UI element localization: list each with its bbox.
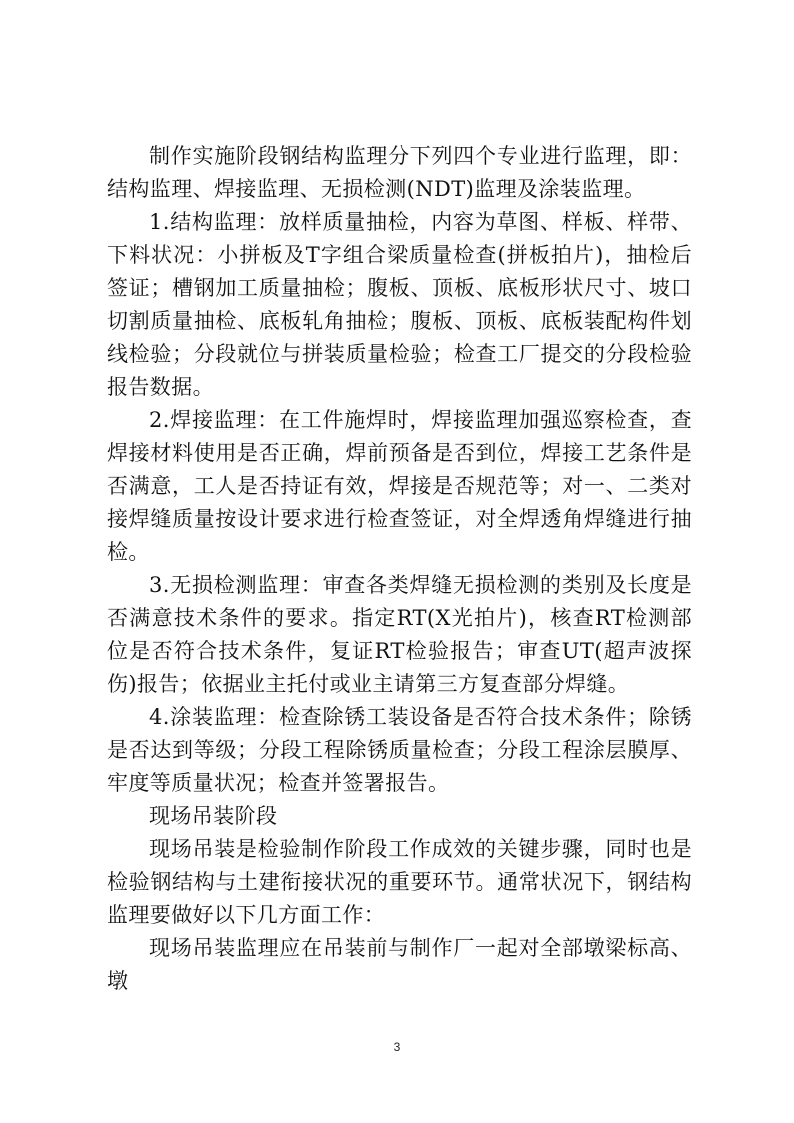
- welding-supervision-paragraph: 2.焊接监理：在工件施焊时，焊接监理加强巡察检查，查焊接材料使用是否正确，焊前预备是否到位，焊接工艺条件是否满意，工人是否持证有效，焊接是否规范等；对一、二类对接焊缝质量按设计要求进行检查签证，对全焊透角焊缝进行抽检。: [107, 408, 692, 564]
- intro-paragraph: 制作实施阶段钢结构监理分下列四个专业进行监理，即：结构监理、焊接监理、无损检测(NDT)监理及涂装监理。: [107, 144, 692, 201]
- page-body: [107, 140, 692, 998]
- structure-supervision-paragraph: 1.结构监理：放样质量抽检，内容为草图、样板、样带、下料状况：小拼板及T字组合梁质量检查(拼板拍片)，抽检后签证；槽钢加工质量抽检；腹板、顶板、底板形状尺寸、坡口切割质量抽检、底板轧角抽检；腹板、顶板、底板装配构件划线检验；分段就位与拼装质量检验；检查工厂提交的分段检验报告数据。: [107, 210, 692, 399]
- section-heading: 现场吊装阶段: [149, 804, 278, 828]
- hoisting-continued-paragraph: 现场吊装监理应在吊装前与制作厂一起对全部墩梁标高、墩: [107, 936, 692, 993]
- coating-supervision-paragraph: 4.涂装监理：检查除锈工装设备是否符合技术条件；除锈是否达到等级；分段工程除锈质量检查；分段工程涂层膜厚、牢度等质量状况；检查并签署报告。: [107, 705, 692, 795]
- hoisting-paragraph: 现场吊装是检验制作阶段工作成效的关键步骤，同时也是检验钢结构与土建衔接状况的重要环节。通常状况下，钢结构监理要做好以下几方面工作：: [107, 837, 692, 927]
- ndt-supervision-paragraph: 3.无损检测监理：审查各类焊缝无损检测的类别及长度是否满意技术条件的要求。指定RT(X光拍片)，核查RT检测部位是否符合技术条件，复证RT检验报告；审查UT(超声波探伤)报告；依据业主托付或业主请第三方复查部分焊缝。: [107, 573, 692, 696]
- page-number: 3: [393, 1040, 401, 1054]
